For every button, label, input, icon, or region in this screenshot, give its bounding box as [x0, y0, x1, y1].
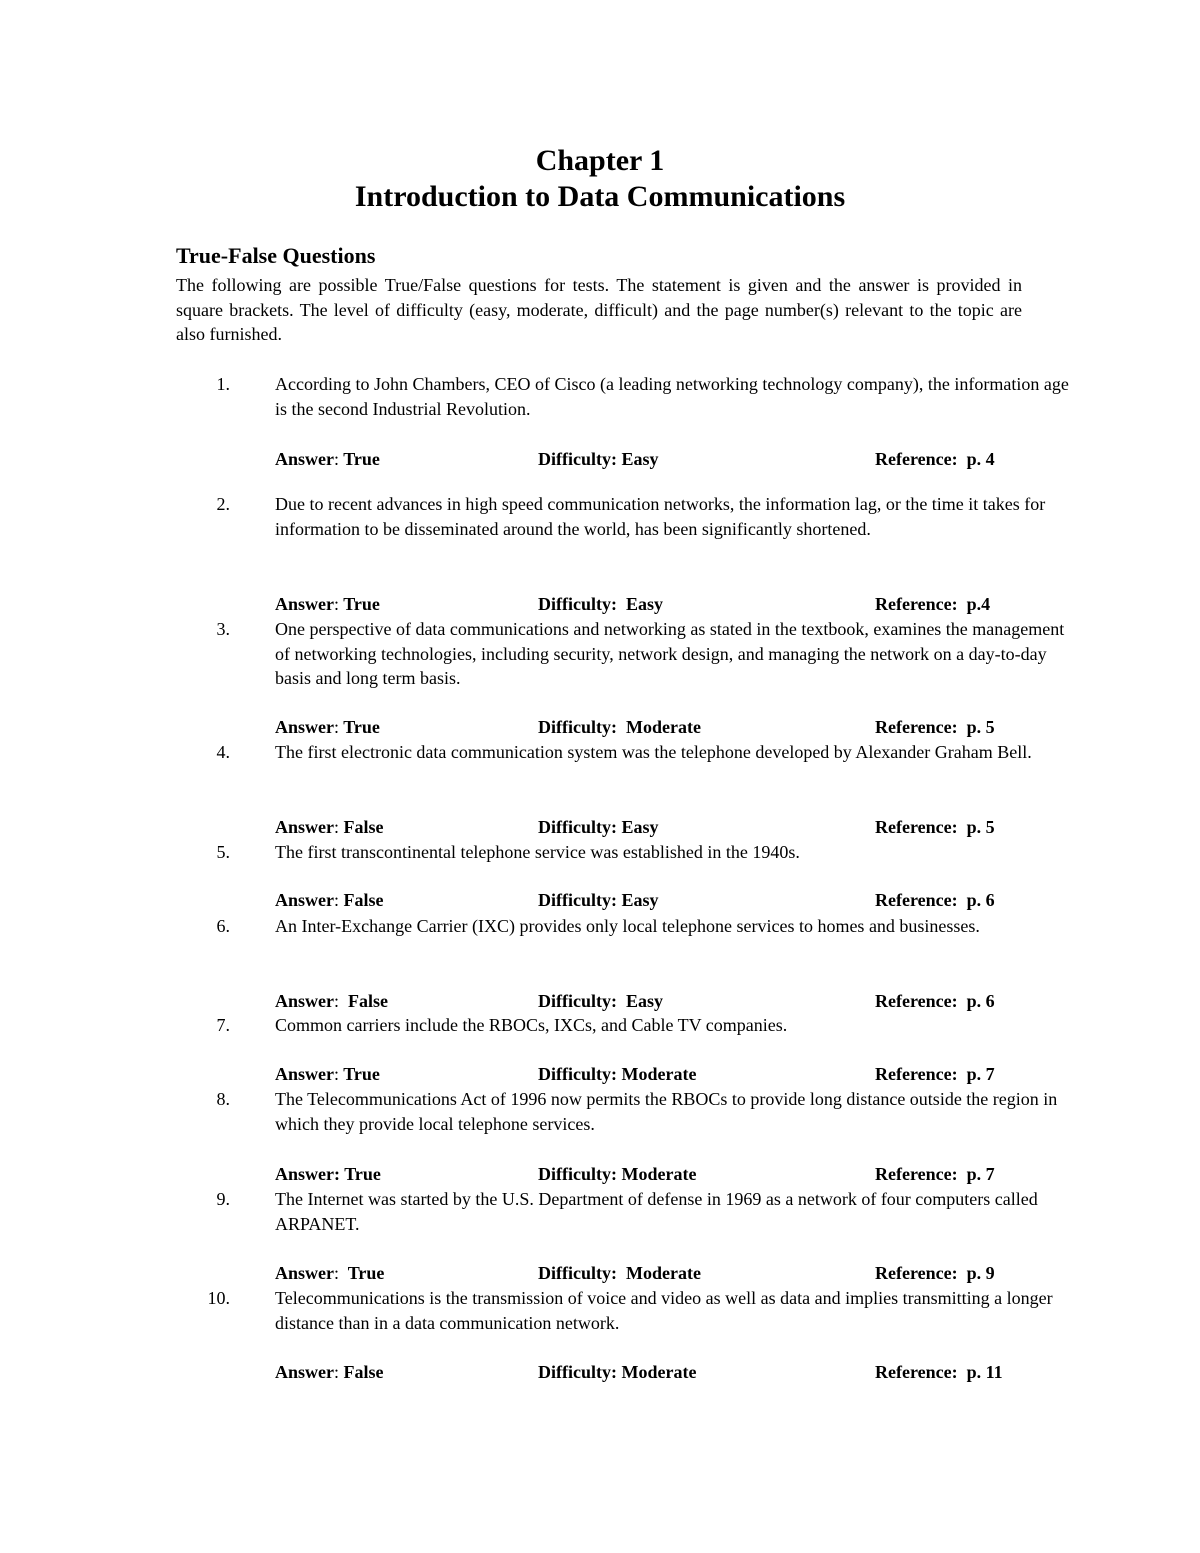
difficulty-value: Easy: [621, 449, 659, 469]
answer-label: Answer: [275, 890, 334, 910]
reference-value: p. 7: [966, 1064, 995, 1084]
question-text: The Internet was started by the U.S. Department of defense in 1969 as a network of four computers called ARPANET.: [275, 1189, 1038, 1234]
intro-paragraph: The following are possible True/False questions for tests. The statement is given and the answer is provided in square brackets. The level of difficulty (easy, moderate, difficult) and the page number(s) relevant to the topic are also furnished.: [176, 275, 1022, 344]
question-number: 10.: [207, 1288, 230, 1308]
answer-line: [275, 888, 384, 913]
reference-value: p. 9: [966, 1263, 995, 1283]
question-text: Telecommunications is the transmission of voice and video as well as data and implies transmitting a longer distance than in a data communication network.: [275, 1288, 1053, 1333]
answer-label: Answer: [275, 1064, 334, 1084]
reference-line: [875, 447, 995, 472]
answer-label: Answer: [275, 1263, 334, 1283]
question-number: 6.: [216, 916, 230, 936]
answer-line: [275, 815, 384, 840]
reference-line: [875, 888, 995, 913]
question-number: 1.: [216, 374, 230, 394]
question-text: The first transcontinental telephone service was established in the 1940s.: [275, 842, 800, 862]
answer-label: Answer: [275, 449, 334, 469]
difficulty-value: Moderate: [625, 1263, 701, 1283]
difficulty-value: Moderate: [625, 717, 701, 737]
answer-value: False: [348, 991, 389, 1011]
reference-line: [875, 1062, 995, 1087]
question-text: The first electronic data communication system was the telephone developed by Alexander Graham Bell.: [275, 742, 1032, 762]
answer-colon: :: [334, 1362, 340, 1382]
reference-label: Reference:: [875, 717, 958, 737]
answer-line: [275, 592, 380, 617]
reference-label: Reference:: [875, 1164, 958, 1184]
difficulty-value: Easy: [621, 817, 659, 837]
reference-label: Reference:: [875, 890, 958, 910]
reference-value: p. 5: [966, 717, 995, 737]
reference-label: Reference:: [875, 1064, 958, 1084]
answer-value: True: [343, 594, 380, 614]
reference-value: p. 6: [966, 890, 995, 910]
answer-line: [275, 1261, 384, 1286]
reference-value: p. 11: [966, 1362, 1003, 1382]
difficulty-line: [538, 715, 701, 740]
answer-label: Answer: [275, 991, 334, 1011]
answer-colon: :: [334, 991, 340, 1011]
difficulty-label: Difficulty:: [538, 1263, 617, 1283]
reference-label: Reference:: [875, 1263, 958, 1283]
answer-colon: :: [334, 817, 340, 837]
answer-value: True: [344, 1164, 381, 1184]
difficulty-value: Moderate: [621, 1362, 697, 1382]
answer-colon: :: [334, 890, 340, 910]
answer-line: [275, 1162, 381, 1187]
difficulty-label: Difficulty:: [538, 449, 617, 469]
question-number: 3.: [216, 619, 230, 639]
question-number: 2.: [216, 494, 230, 514]
difficulty-value: Easy: [621, 890, 659, 910]
difficulty-value: Easy: [625, 594, 663, 614]
question-text: Common carriers include the RBOCs, IXCs, and Cable TV companies.: [275, 1015, 788, 1035]
answer-label: Answer: [275, 817, 334, 837]
reference-line: [875, 1261, 995, 1286]
answer-colon: :: [334, 449, 340, 469]
difficulty-label: Difficulty:: [538, 1362, 617, 1382]
reference-value: p. 6: [966, 991, 995, 1011]
difficulty-line: [538, 888, 659, 913]
reference-line: [875, 815, 995, 840]
answer-line: [275, 1360, 384, 1385]
difficulty-line: [538, 815, 659, 840]
difficulty-value: Easy: [625, 991, 663, 1011]
answer-line: [275, 989, 388, 1014]
difficulty-label: Difficulty:: [538, 817, 617, 837]
answer-value: True: [343, 1064, 380, 1084]
answer-colon: :: [334, 1263, 340, 1283]
answer-value: True: [343, 717, 380, 737]
reference-line: [875, 1360, 1003, 1385]
difficulty-label: Difficulty:: [538, 1064, 617, 1084]
question-number: 4.: [216, 742, 230, 762]
reference-label: Reference:: [875, 594, 958, 614]
answer-value: False: [343, 817, 384, 837]
answer-label: Answer: [275, 717, 334, 737]
answer-colon: :: [334, 1064, 340, 1084]
difficulty-line: [538, 592, 663, 617]
question-number: 7.: [216, 1015, 230, 1035]
answer-line: [275, 715, 380, 740]
question-text: The Telecommunications Act of 1996 now permits the RBOCs to provide long distance outside the region in which they provide local telephone services.: [275, 1089, 1058, 1134]
difficulty-line: [538, 989, 663, 1014]
question-text: One perspective of data communications and networking as stated in the textbook, examines the management of networking technologies, including security, network design, and managing the network on a day-to-day basis and long term basis.: [275, 619, 1065, 688]
difficulty-line: [538, 1261, 701, 1286]
answer-value: False: [343, 1362, 384, 1382]
difficulty-value: Moderate: [621, 1164, 697, 1184]
answer-label: Answer: [275, 1164, 334, 1184]
difficulty-label: Difficulty:: [538, 717, 617, 737]
answer-line: [275, 447, 380, 472]
reference-label: Reference:: [875, 449, 958, 469]
reference-value: p. 5: [966, 817, 995, 837]
difficulty-value: Moderate: [621, 1064, 697, 1084]
difficulty-line: [538, 447, 659, 472]
difficulty-label: Difficulty:: [538, 1164, 617, 1184]
answer-label: Answer: [275, 594, 334, 614]
difficulty-line: [538, 1360, 696, 1385]
answer-line: [275, 1062, 380, 1087]
reference-value: p. 7: [966, 1164, 995, 1184]
reference-line: [875, 1162, 995, 1187]
reference-line: [875, 715, 995, 740]
question-number: 5.: [216, 842, 230, 862]
question-number: 8.: [216, 1089, 230, 1109]
difficulty-line: [538, 1062, 696, 1087]
reference-label: Reference:: [875, 1362, 958, 1382]
answer-value: True: [343, 449, 380, 469]
answer-value: False: [343, 890, 384, 910]
section-heading: True-False Questions: [176, 243, 376, 268]
question-text: According to John Chambers, CEO of Cisco (a leading networking technology company), the information age is the second Industrial Revolution.: [275, 374, 1069, 419]
reference-line: [875, 592, 990, 617]
reference-value: p.4: [966, 594, 991, 614]
answer-colon: :: [334, 594, 340, 614]
answer-value: True: [347, 1263, 385, 1283]
chapter-title: Chapter 1: [535, 144, 665, 177]
answer-colon: :: [334, 717, 340, 737]
question-number: 9.: [216, 1189, 230, 1209]
reference-line: [875, 989, 995, 1014]
difficulty-label: Difficulty:: [538, 991, 617, 1011]
difficulty-label: Difficulty:: [538, 890, 617, 910]
question-text: Due to recent advances in high speed communication networks, the information lag, or the time it takes for information to be disseminated around the world, has been significantly shortened.: [275, 494, 1046, 539]
reference-label: Reference:: [875, 817, 958, 837]
difficulty-label: Difficulty:: [538, 594, 617, 614]
chapter-subtitle: Introduction to Data Communications: [354, 180, 846, 213]
difficulty-line: [538, 1162, 696, 1187]
reference-label: Reference:: [875, 991, 958, 1011]
question-text: An Inter-Exchange Carrier (IXC) provides only local telephone services to homes and businesses.: [275, 916, 980, 936]
answer-label: Answer: [275, 1362, 334, 1382]
answer-colon: :: [334, 1164, 340, 1184]
reference-value: p. 4: [966, 449, 995, 469]
